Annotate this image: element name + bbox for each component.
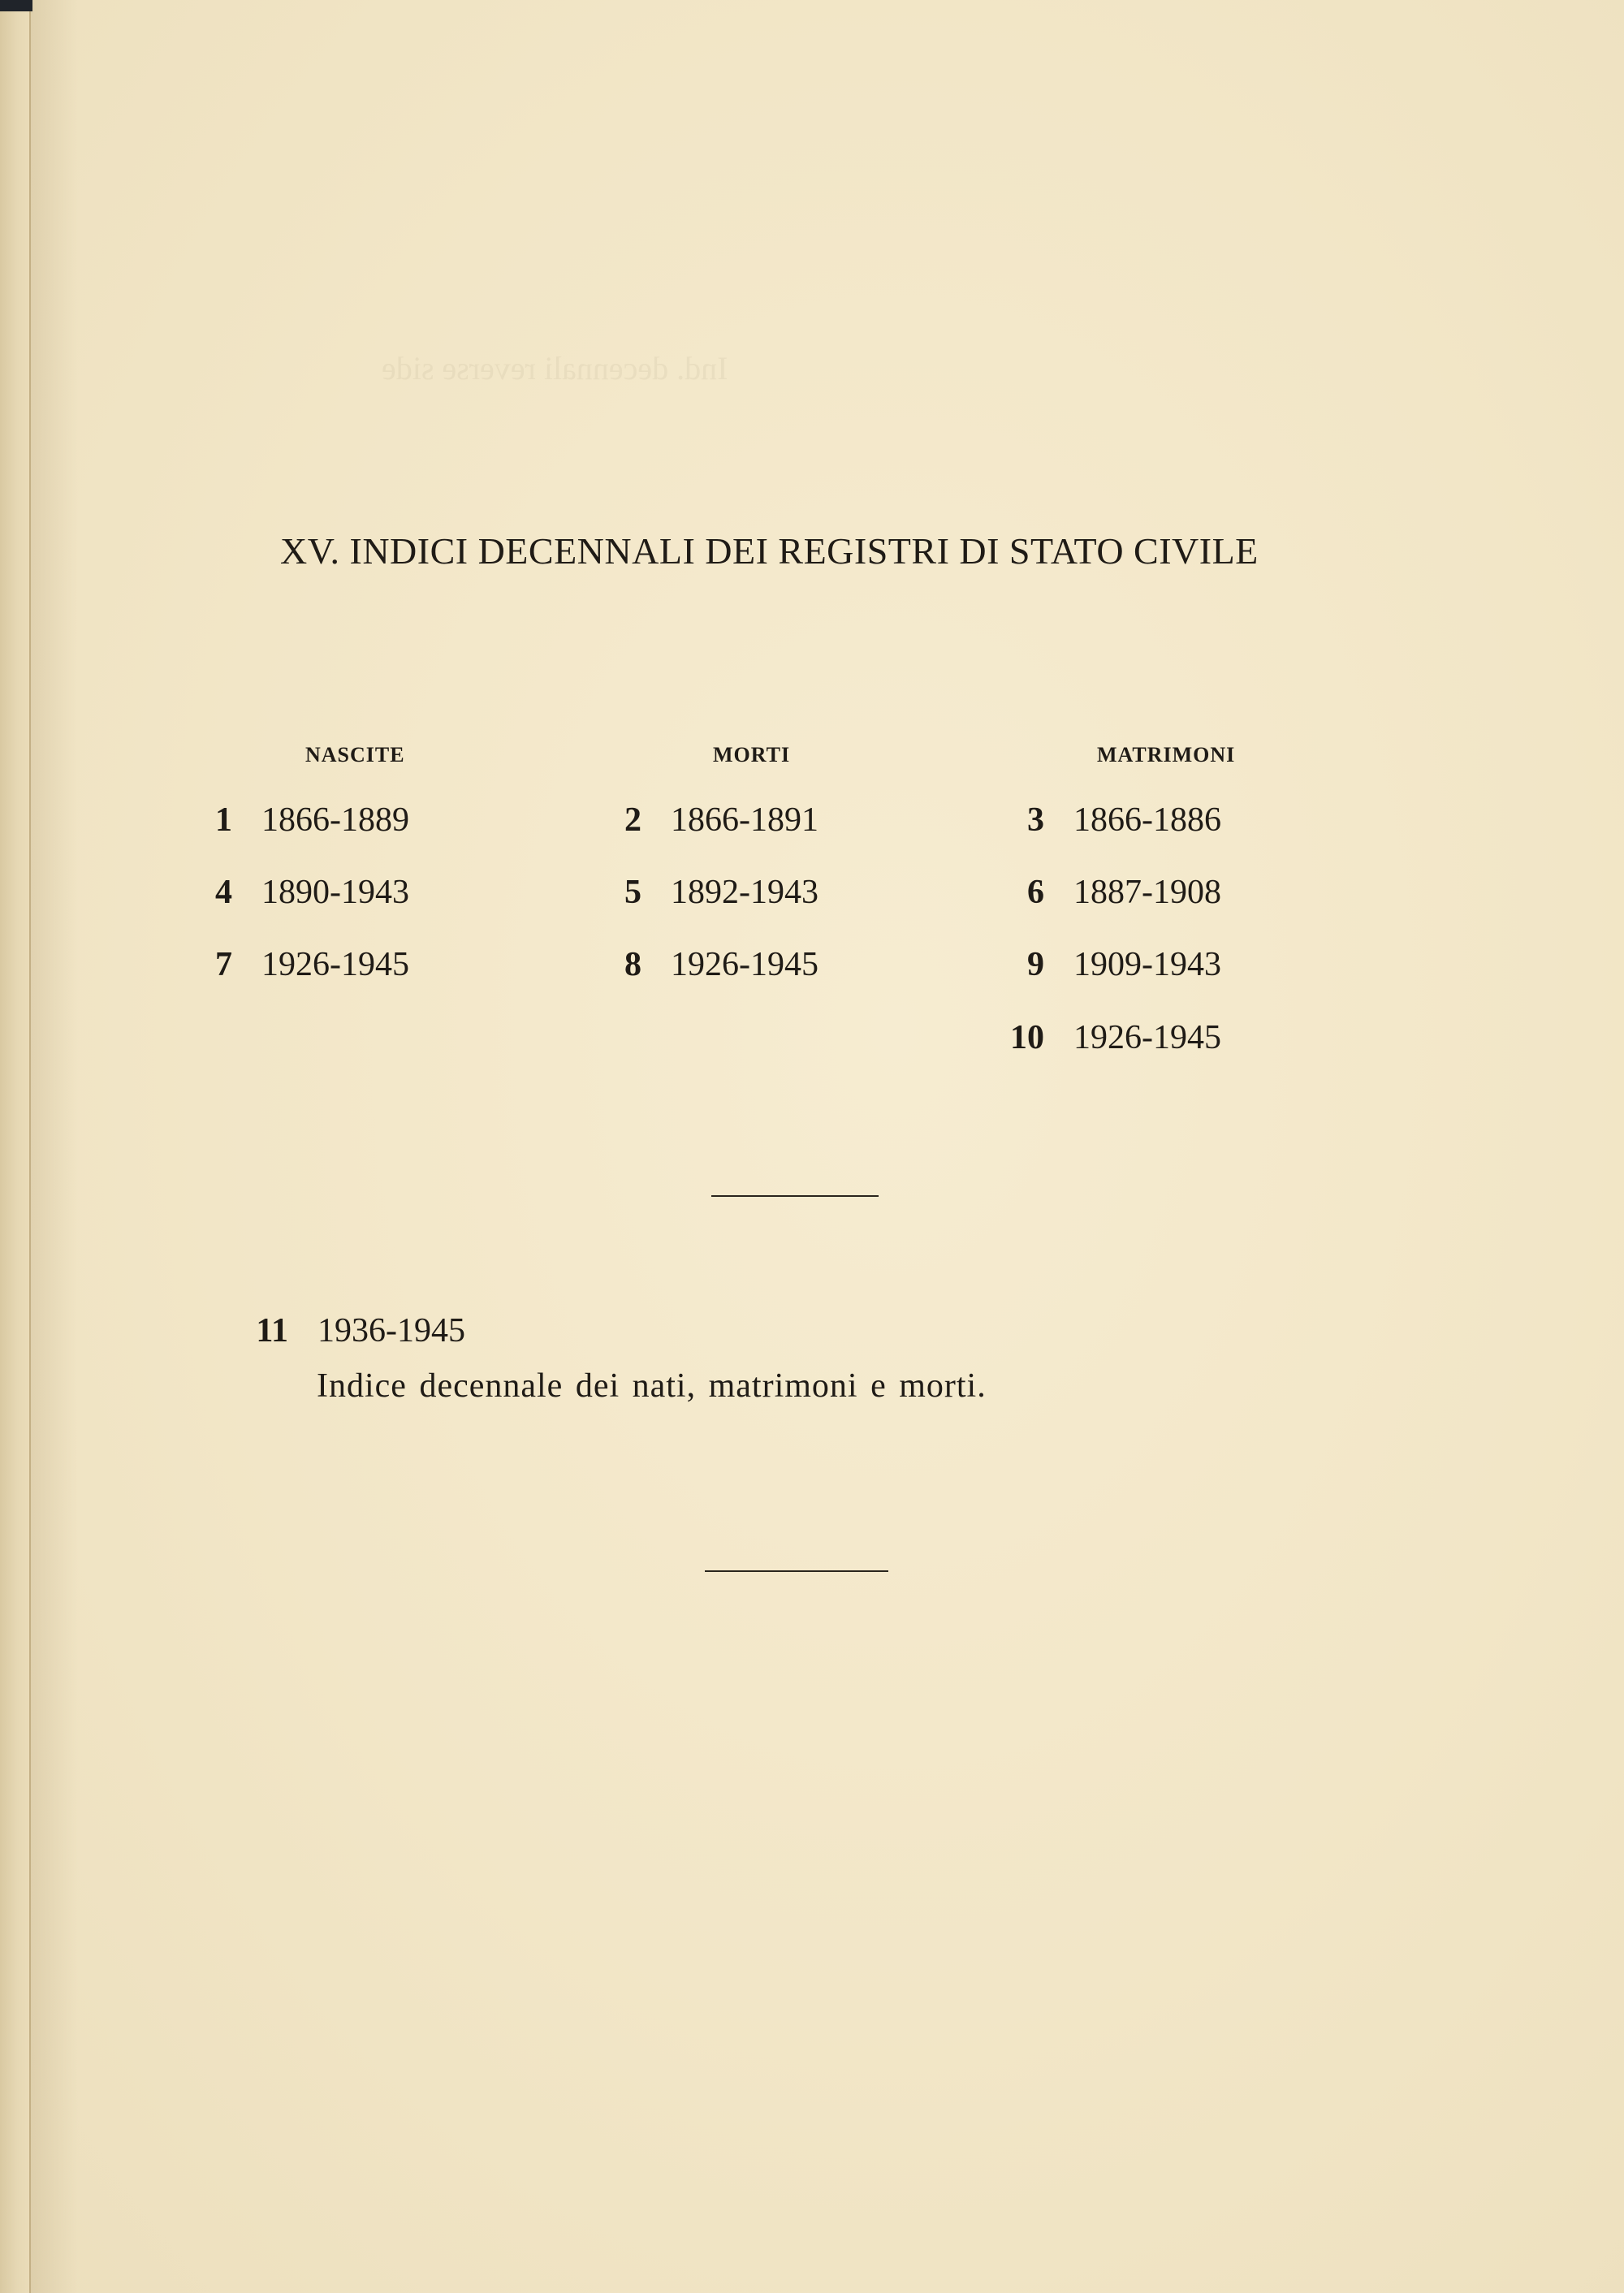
entry-number: 1: [215, 801, 232, 839]
entry-number: 9: [1027, 946, 1044, 983]
entry-years: 1909-1943: [1073, 946, 1221, 983]
section-divider: [711, 1195, 879, 1197]
entry-years: 1926-1945: [1073, 1019, 1221, 1056]
column-header-morti: MORTI: [713, 743, 791, 766]
section-divider: [705, 1570, 888, 1572]
page-binding-edge: [0, 0, 31, 2293]
binding-shadow: [29, 0, 78, 2293]
register-entry: [195, 945, 409, 984]
entry-number: 3: [1027, 801, 1044, 839]
entry-years: 1892-1943: [671, 874, 818, 911]
entry-number: 8: [624, 946, 641, 983]
register-entry: [604, 945, 818, 984]
entry-number: 7: [215, 946, 232, 983]
entry-number: 5: [624, 874, 641, 911]
entry-years: 1866-1889: [261, 801, 409, 839]
register-entry: [604, 801, 818, 840]
scan-corner: [0, 0, 32, 11]
register-entry: [604, 873, 818, 912]
register-entry: [992, 873, 1221, 912]
entry-number: 6: [1027, 874, 1044, 911]
entry-years: 1866-1886: [1073, 801, 1221, 839]
entry-years: 1926-1945: [261, 946, 409, 983]
entry-number: 11: [256, 1312, 288, 1349]
entry-number: 2: [624, 801, 641, 839]
register-entry: [992, 801, 1221, 840]
entry-description: Indice decennale dei nati, matrimoni e morti.: [317, 1367, 987, 1405]
column-header-matrimoni: MATRIMONI: [1097, 743, 1236, 766]
entry-years: 1866-1891: [671, 801, 818, 839]
entry-years: 1936-1945: [317, 1312, 465, 1349]
page-title: XV. INDICI DECENNALI DEI REGISTRI DI STATO CIVILE: [280, 530, 1259, 572]
entry-number: 10: [1010, 1019, 1044, 1056]
entry-years: 1890-1943: [261, 874, 409, 911]
register-entry-special: [248, 1311, 465, 1350]
register-entry: [195, 873, 409, 912]
show-through-text: Ind. decennali reverse side: [382, 350, 728, 386]
entry-years: 1926-1945: [671, 946, 818, 983]
column-header-nascite: NASCITE: [305, 743, 405, 766]
register-entry: [992, 1018, 1221, 1057]
entry-number: 4: [215, 874, 232, 911]
register-entry: [992, 945, 1221, 984]
entry-years: 1887-1908: [1073, 874, 1221, 911]
register-entry: [195, 801, 409, 840]
